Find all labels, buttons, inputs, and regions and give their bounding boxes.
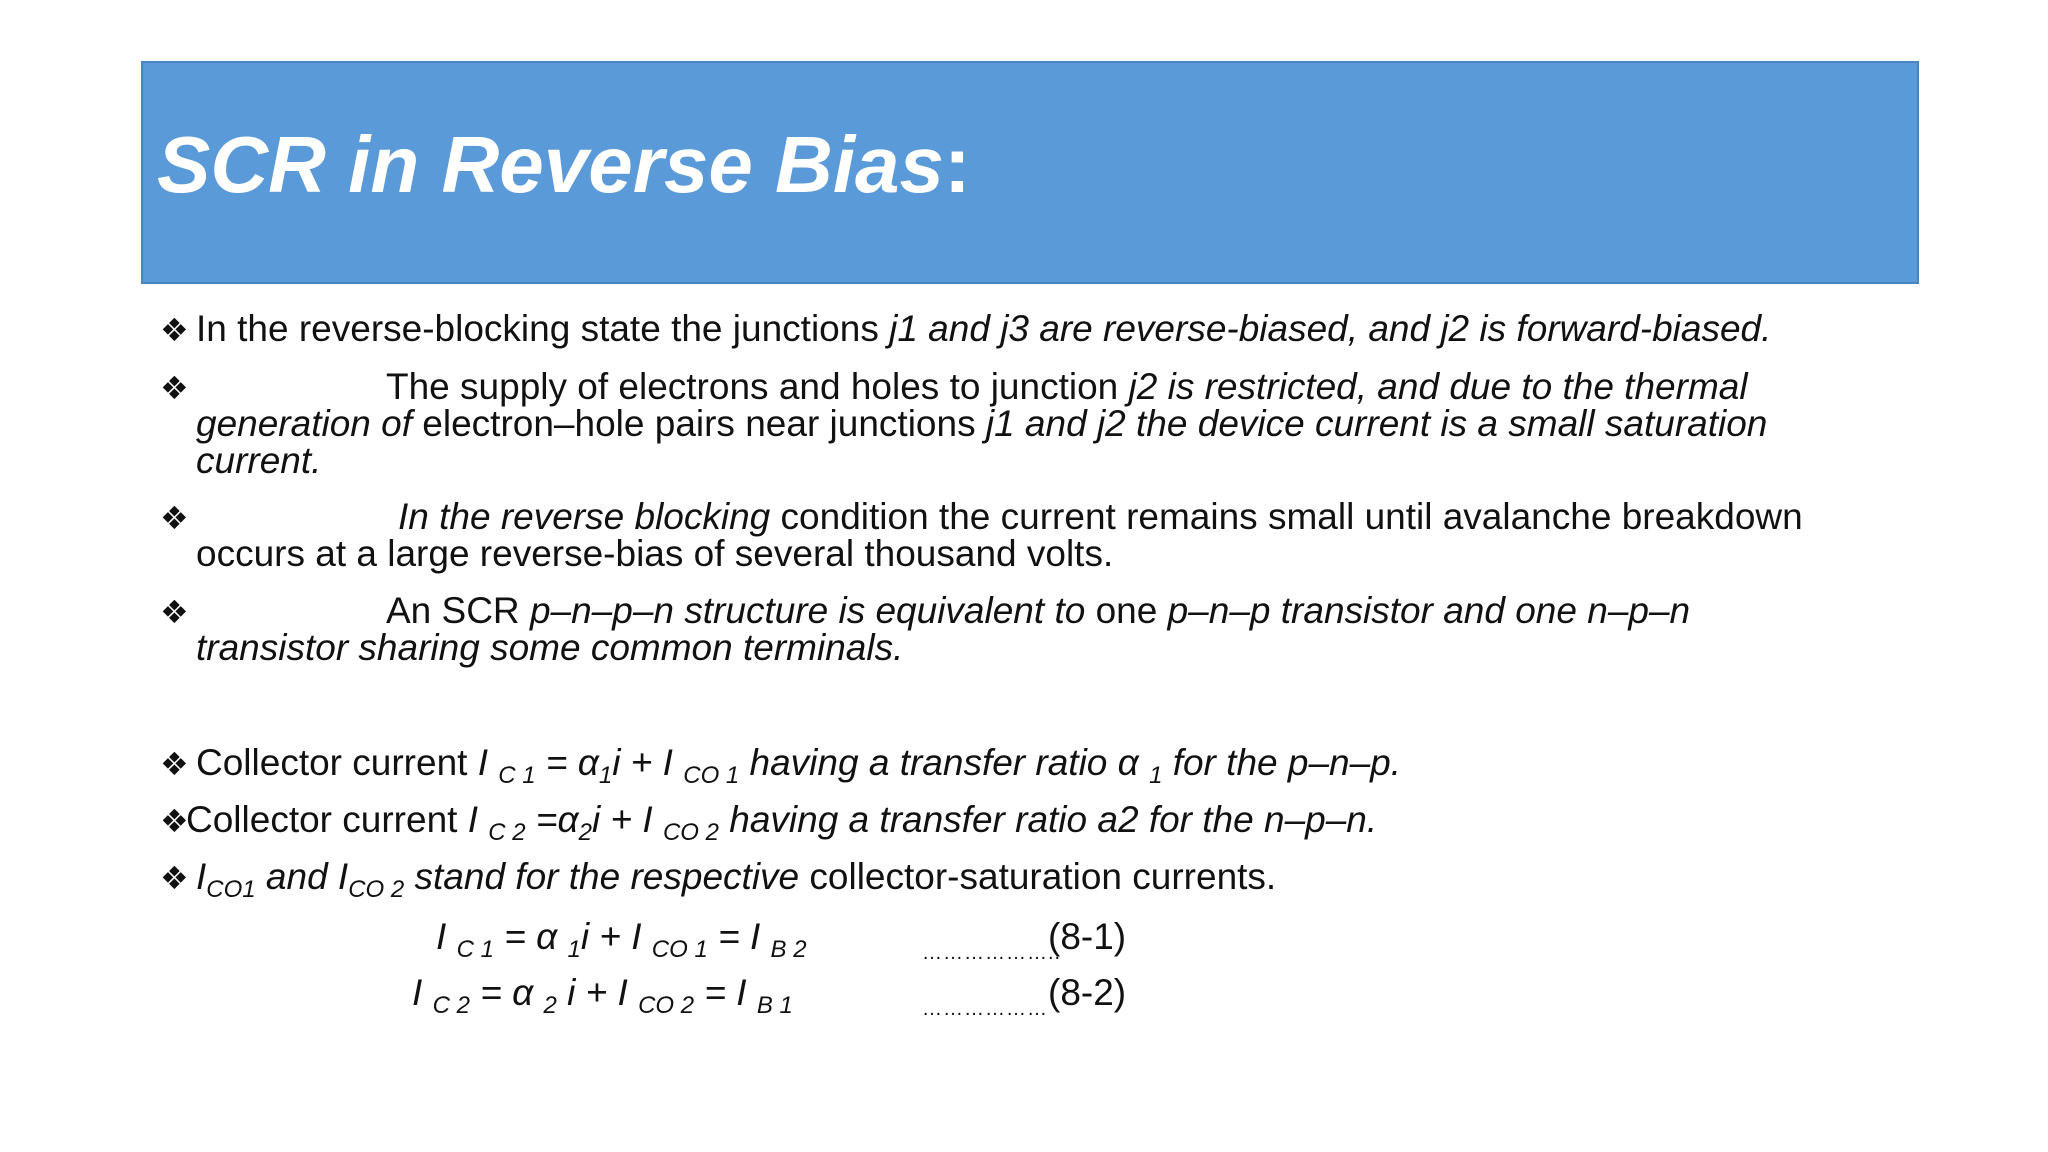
bullet-icon: ❖ [160,312,189,348]
b2-text-2: electron–hole pairs near junctions [412,403,986,444]
eq1-sub-c1: C 1 [456,936,494,963]
eq2-sub-b1: B 1 [756,992,793,1019]
b5-sub-1b: 1 [1149,762,1163,789]
bullet-item-3 [160,498,1803,537]
eq2-i2: i + I [556,972,639,1013]
slide-title-colon: : [944,120,971,209]
b6-alpha: =α [525,799,579,840]
b3-italic: In the reverse blocking [398,496,771,537]
b2-italic-2: generation of [196,403,413,444]
eq1-sub-1: 1 [567,936,581,963]
b4-italic-2: p–n–p transistor and one n–p–n [1167,590,1691,631]
b7-sub-co1: CO1 [206,876,256,903]
b3-text-2: occurs at a large reverse-bias of several thousand volts. [196,533,1114,574]
b6-i: I [467,799,489,840]
bullet-icon: ❖ [160,746,189,782]
b7-i: I [196,856,207,897]
equation-8-1 [436,916,807,963]
eq1-i: I [436,916,457,957]
b6-ratio: having a transfer ratio a2 for the n–p–n. [718,799,1378,840]
eq2-leader-dots: ……………… [922,998,1048,1020]
eq1-leader-dots: ……………….. [922,942,1062,964]
eq1-eq: = I [707,916,771,957]
b6-sub-2: 2 [578,819,592,846]
eq2-i: I [412,972,433,1013]
bullet-item-2 [160,368,1748,407]
eq2-number: (8-2) [1048,972,1127,1013]
eq1-i2: i + I [580,916,652,957]
slide-title-text: SCR in Reverse Bias [157,120,945,209]
b5-alpha: = α [535,742,599,783]
bullet-icon: ❖ [160,500,189,536]
b2-text: The supply of electrons and holes to junction [386,366,1129,407]
b1-text: In the reverse-blocking state the junctions [196,308,890,349]
b5-sub-1: 1 [598,762,613,789]
b5-sub-c1: C 1 [498,762,536,789]
eq1-sub-b2: B 2 [770,936,807,963]
b4-italic: p–n–p–n structure is equivalent to [529,590,1086,631]
bullet-item-4 [160,592,1690,631]
eq2-sub-2: 2 [543,992,557,1019]
b5-i2: i + I [612,742,684,783]
b1-italic: j1 and j3 are reverse-biased, and j2 is forward-biased. [889,308,1772,349]
slide-title [157,120,971,209]
bullet-icon: ❖ [160,803,189,839]
b7-and: and I [255,856,349,897]
b6-i2: i + I [592,799,663,840]
eq2-sub-co2: CO 2 [638,992,695,1019]
bullet-icon: ❖ [160,860,189,896]
bullet-icon: ❖ [160,370,189,406]
b6-sub-co2: CO 2 [662,819,719,846]
b4-italic-3: transistor sharing some common terminals. [196,627,904,668]
bullet-item-2-line2 [196,405,1767,442]
b5-text: Collector current [196,742,478,783]
b7-sub-co2: CO 2 [348,876,405,903]
b4-text-2: one [1085,590,1168,631]
bullet-icon: ❖ [160,594,189,630]
equation-8-2 [412,972,793,1019]
bullet-item-6 [160,799,1378,846]
bullet-item-7 [160,856,1277,903]
eq1-number: (8-1) [1048,916,1127,957]
b5-end: for the p–n–p. [1162,742,1402,783]
eq1-alpha: = α [493,916,568,957]
title-banner [141,61,1919,284]
bullet-item-1 [160,310,1771,349]
b6-sub-c2: C 2 [488,819,526,846]
eq2-eq: = I [694,972,757,1013]
b5-sub-co1: CO 1 [683,762,740,789]
eq2-alpha: = α [469,972,544,1013]
eq2-sub-c2: C 2 [432,992,470,1019]
b5-ratio: having a transfer ratio α [739,742,1150,783]
bullet-item-3-line2 [196,535,1113,572]
bullet-item-4-line2 [196,629,903,666]
bullet-item-2-line3 [196,442,321,479]
eq1-sub-co1: CO 1 [651,936,708,963]
b2-italic: j2 is restricted, and due to the thermal [1128,366,1748,407]
b2-italic-4: current. [196,440,322,481]
b7-italic: stand for the respective [404,856,800,897]
b4-text: An SCR [386,590,530,631]
bullet-item-5 [160,742,1402,789]
b6-text: Collector current [186,799,468,840]
b3-text: condition the current remains small until avalanche breakdown [770,496,1803,537]
b5-i: I [477,742,499,783]
b2-italic-3: j1 and j2 the device current is a small saturation [985,403,1768,444]
b7-text: collector-saturation currents. [799,856,1277,897]
